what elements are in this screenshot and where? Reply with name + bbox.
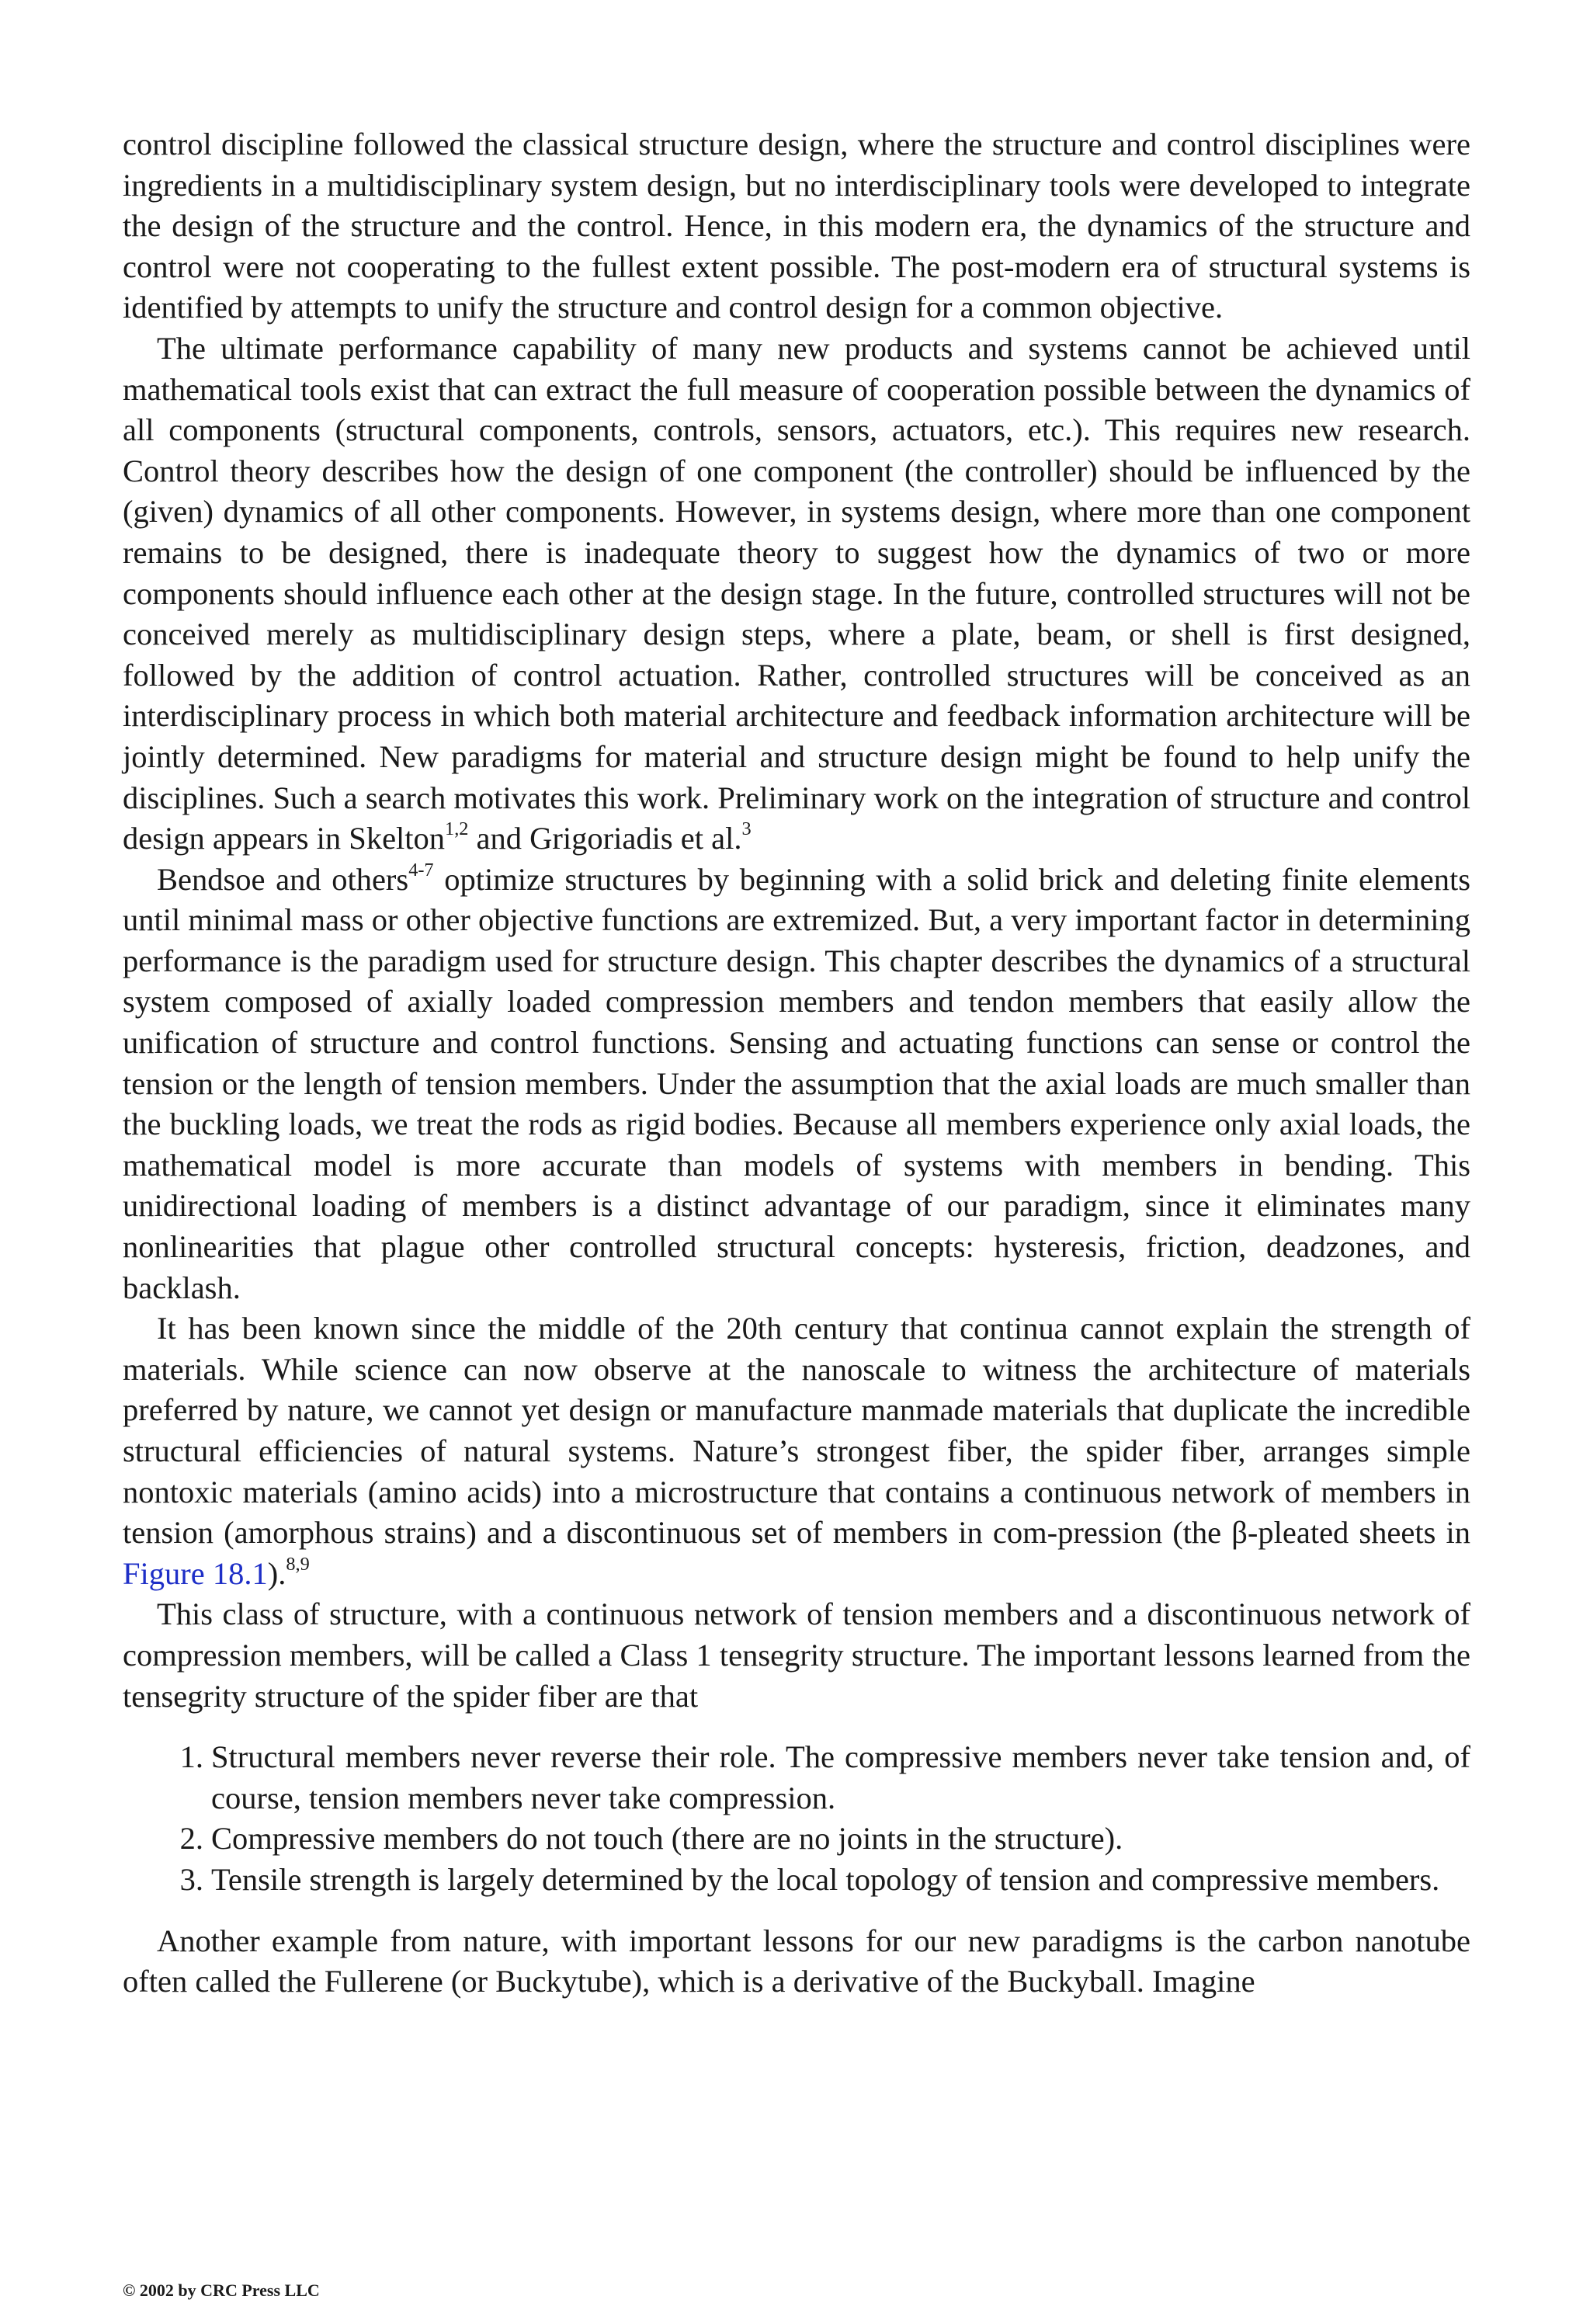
list-item-text: Tensile strength is largely determined by the local topology of tension and compressive members. (211, 1861, 1440, 1897)
paragraph-3-text-b: optimize structures by beginning with a solid brick and deleting finite elements until minimal mass or other objective functions are extremized. But, a very important factor in determining performance is the paradigm used for structure design. This chapter describes the dynamics of a structural system composed of axially loaded compression members and tendon members that easily allow the unification of structure and control functions. Sensing and actuating functions can sense or control the tension or the length of tension members. Under the assumption that the axial loads are much smaller than the buckling loads, we treat the rods as rigid bodies. Because all members experience only axial loads, the mathematical model is more accurate than models of systems with members in bending. This unidirectional loading of members is a distinct advantage of our paradigm, since it eliminates many nonlinearities that plague other controlled structural concepts: hysteresis, friction, deadzones, and backlash. (123, 861, 1471, 1305)
list-item (179, 1819, 1470, 1860)
citation-superscript-spider: 8,9 (286, 1553, 310, 1575)
paragraph-2-text-a: The ultimate performance capability of many new products and systems cannot be achieved until mathematical tools exist that can extract the full measure of cooperation possible between the dynamics of all components (structural components, controls, sensors, actuators, etc.). This requires new research. Control theory describes how the design of one component (the controller) should be influenced by the (given) dynamics of all other components. However, in systems design, where more than one component remains to be designed, there is inadequate theory to suggest how the dynamics of two or more components should influence each other at the design stage. In the future, controlled structures will not be conceived merely as multidisciplinary design steps, where a plate, beam, or shell is first designed, followed by the addition of control actuation. Rather, controlled structures will be conceived as an interdisciplinary process in which both material architecture and feedback information architecture will be jointly determined. New paradigms for material and structure design might be found to help unify the disciplines. Such a search motivates this work. Preliminary work on the integration of structure and control design appears in Skelton (123, 330, 1470, 856)
paragraph-6 (123, 1921, 1470, 2003)
paragraph-1 (123, 124, 1470, 328)
figure-18-1-link[interactable]: Figure 18.1 (123, 1555, 268, 1591)
citation-superscript-grigoriadis: 3 (741, 818, 752, 839)
list-item (179, 1737, 1470, 1819)
citation-superscript-bendsoe: 4-7 (408, 859, 434, 881)
paragraph-4-text-a: It has been known since the middle of the 20th century that continua cannot explain the strength of materials. While science can now observe at the nanoscale to witness the architecture of materials preferred by nature, we cannot yet design or manufacture manmade materials that duplicate the incredible structural efficiencies of natural systems. Nature’s strongest fiber, the spider fiber, arranges simple nontoxic materials (amino acids) into a microstructure that contains a continuous network of members in tension (amorphous strains) and a discontinuous set of members in com-pression (the β-pleated sheets in (123, 1311, 1470, 1551)
copyright-footer: © 2002 by CRC Press LLC (123, 2281, 320, 2300)
list-item-text: Compressive members do not touch (there are no joints in the structure). (211, 1821, 1123, 1857)
list-item-number: 1. (179, 1739, 203, 1775)
list-item-number: 2. (179, 1821, 203, 1857)
lessons-list (123, 1737, 1470, 1900)
paragraph-2 (123, 328, 1470, 860)
citation-superscript-skelton: 1,2 (445, 818, 469, 839)
paragraph-3 (123, 860, 1470, 1309)
paragraph-3-text-a: Bendsoe and others (157, 861, 409, 897)
document-page (123, 124, 1470, 2003)
list-item-number: 3. (179, 1861, 203, 1897)
paragraph-4 (123, 1308, 1470, 1594)
paragraph-1-text: control discipline followed the classical structure design, where the structure and control disciplines were ingredients in a multidisciplinary system design, but no interdisciplinary tools were developed to integrate the design of the structure and the control. Hence, in this modern era, the dynamics of the structure and control were not cooperating to the fullest extent possible. The post-modern era of structural systems is identified by attempts to unify the structure and control design for a common objective. (123, 127, 1470, 325)
paragraph-2-text-b: and Grigoriadis et al. (468, 821, 742, 856)
paragraph-5 (123, 1594, 1470, 1717)
list-item (179, 1860, 1470, 1901)
list-item-text: Structural members never reverse their role. The compressive members never take tension and, of course, tension members never take compression. (211, 1739, 1470, 1815)
paragraph-5-text: This class of structure, with a continuous network of tension members and a discontinuous network of compression members, will be called a Class 1 tensegrity structure. The important lessons learned from the tensegrity structure of the spider fiber are that (123, 1596, 1470, 1714)
paragraph-6-text: Another example from nature, with important lessons for our new paradigms is the carbon nanotube often called the Fullerene (or Buckytube), which is a derivative of the Buckyball. Imagine (123, 1923, 1470, 1999)
paragraph-4-text-b: ). (267, 1555, 286, 1591)
